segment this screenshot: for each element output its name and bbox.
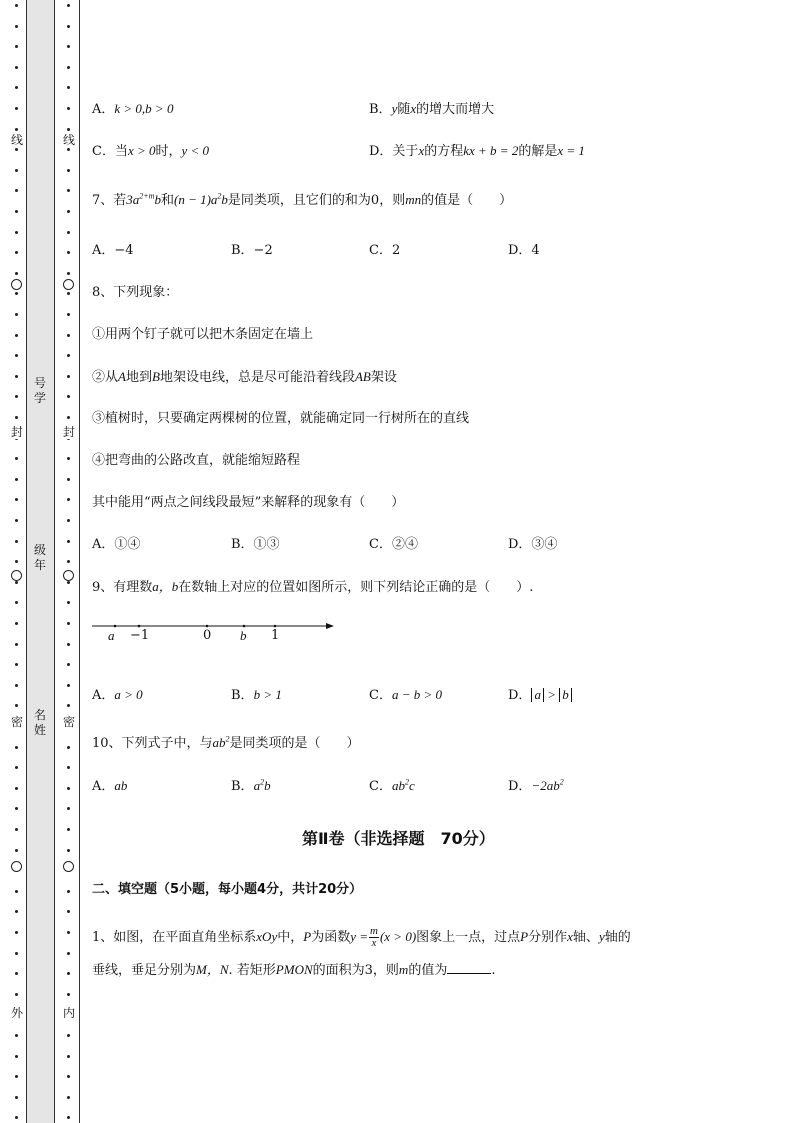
cut-line-dot xyxy=(15,746,18,749)
cut-line-dot xyxy=(67,1116,70,1119)
option-text: 的解是 xyxy=(518,144,558,159)
margin-circle-mark xyxy=(63,570,74,581)
cut-line-dot xyxy=(67,1055,70,1058)
cut-line-dot xyxy=(67,807,70,810)
cut-line-dot xyxy=(15,169,18,172)
cut-line-dot xyxy=(15,540,18,543)
math-var: a，b xyxy=(152,579,179,594)
q6-option-d xyxy=(369,143,585,160)
math-var: x xyxy=(410,101,417,116)
math-abs-b: b xyxy=(559,688,572,702)
question-text: 垂线，垂足分别为 xyxy=(92,963,197,978)
question-text: 轴、 xyxy=(572,930,599,945)
q10-option-d xyxy=(508,778,564,795)
question-text: 和 xyxy=(160,193,174,208)
cut-line-dot xyxy=(15,807,18,810)
option-label: B． xyxy=(231,779,254,794)
cut-line-dot xyxy=(15,107,18,110)
math-expr: ab xyxy=(391,778,405,793)
q6-option-a xyxy=(92,101,173,118)
math-fraction xyxy=(369,926,379,949)
cut-line-dot xyxy=(15,375,18,378)
cut-line-dot xyxy=(15,498,18,501)
cut-line-dot xyxy=(67,663,70,666)
cut-line-dot xyxy=(67,766,70,769)
cut-line-dot xyxy=(15,1055,18,1058)
cut-line-dot xyxy=(15,766,18,769)
math-expr: ab xyxy=(114,778,128,793)
q9-option-a xyxy=(92,687,143,704)
cut-line-dot xyxy=(67,498,70,501)
math-expr: kx + b = 2 xyxy=(463,143,519,158)
cut-line-dot xyxy=(67,1096,70,1099)
field-label-char: 年 xyxy=(33,558,46,572)
cut-line-dot xyxy=(15,292,18,295)
cut-line-dot xyxy=(15,684,18,687)
q8-question: 其中能用“两点之间线段最短”来解释的现象有（ ） xyxy=(92,495,405,510)
cut-line-dot xyxy=(15,231,18,234)
option-label: D． xyxy=(508,779,532,794)
q8-option-d: D．③④ xyxy=(508,537,558,552)
option-text: 的方程 xyxy=(424,144,464,159)
field-label-char: 姓 xyxy=(33,723,46,737)
cut-line-dot xyxy=(67,148,70,151)
cut-line-dot xyxy=(15,890,18,893)
question-text: 的面积为3，则 xyxy=(312,963,399,978)
cut-line-dot xyxy=(67,684,70,687)
cut-line-dot xyxy=(15,4,18,7)
question-text: 图象上一点，过点 xyxy=(416,930,521,945)
cut-line-dot xyxy=(67,416,70,419)
fill1-line-1 xyxy=(92,926,631,949)
cut-line-dot xyxy=(67,622,70,625)
field-label-char: 名 xyxy=(33,708,46,722)
math-superscript: 2 xyxy=(217,191,222,201)
cut-line-dot xyxy=(15,148,18,151)
cut-line-dot xyxy=(67,86,70,89)
cut-line-dot xyxy=(67,169,70,172)
q9-option-c xyxy=(369,687,442,704)
math-var: b xyxy=(154,192,161,207)
q8-item-3: ③植树时，只要确定两棵树的位置，就能确定同一行树所在的直线 xyxy=(92,411,470,426)
cut-line-dot xyxy=(67,601,70,604)
number-line-point-b xyxy=(243,625,246,628)
math-expr: b > 1 xyxy=(253,687,282,702)
cut-line-dot xyxy=(15,519,18,522)
math-var: A xyxy=(118,369,126,384)
margin-char-outside: 外 xyxy=(10,1006,23,1020)
cut-line-dot xyxy=(15,849,18,852)
question-text: . 若矩形 xyxy=(228,963,276,978)
cut-line-dot xyxy=(67,189,70,192)
cut-line-dot xyxy=(67,952,70,955)
q8-item-2 xyxy=(92,369,397,386)
option-label: D． xyxy=(508,688,532,703)
math-var: P xyxy=(520,929,529,944)
fill-in-part-title: 二、填空题（5小题，每小题4分，共计20分） xyxy=(92,882,363,897)
question-text: 的值为 xyxy=(408,963,448,978)
number-line-tick-minus1 xyxy=(138,625,141,628)
math-var: xOy xyxy=(256,929,278,944)
math-var: B xyxy=(151,369,160,384)
cut-line-dot xyxy=(15,1096,18,1099)
cut-line-dot xyxy=(67,292,70,295)
cut-line-dot xyxy=(67,540,70,543)
question-text: 中， xyxy=(277,930,304,945)
cut-line-dot xyxy=(67,210,70,213)
margin-char-seal-inner: 封 xyxy=(62,425,75,439)
math-expr: y < 0 xyxy=(181,143,210,158)
margin-rule-line xyxy=(79,0,80,1123)
answer-blank[interactable] xyxy=(447,961,491,974)
cut-line-dot xyxy=(67,457,70,460)
q6-option-c xyxy=(92,143,209,160)
field-label-char: 号 xyxy=(33,376,46,390)
cut-line-dot xyxy=(67,910,70,913)
math-expr: y = xyxy=(350,929,368,944)
q8-option-a: A．①④ xyxy=(92,537,141,552)
cut-line-dot xyxy=(67,334,70,337)
name-label xyxy=(33,708,47,738)
option-label: B． xyxy=(231,688,254,703)
q7-option-c: C．2 xyxy=(369,243,401,258)
cut-line-dot xyxy=(15,86,18,89)
cut-line-dot xyxy=(15,931,18,934)
margin-circle-mark xyxy=(63,861,74,872)
grade-label xyxy=(33,543,47,573)
cut-line-dot xyxy=(15,622,18,625)
question-text: 7、若 xyxy=(92,193,127,208)
option-label: C． xyxy=(369,688,392,703)
cut-line-dot xyxy=(15,663,18,666)
cut-line-dot xyxy=(67,395,70,398)
cut-line-dot xyxy=(15,313,18,316)
cut-line-dot xyxy=(15,952,18,955)
margin-char-seal-outer: 封 xyxy=(10,425,23,439)
q7-stem xyxy=(92,192,512,209)
cut-line-dot xyxy=(67,828,70,831)
margin-char-secret-inner: 密 xyxy=(62,715,75,729)
item-text: 地架设电线，总是尽可能沿着线段 xyxy=(159,370,355,385)
cut-line-dot xyxy=(67,375,70,378)
cut-line-dot xyxy=(15,395,18,398)
math-var: P xyxy=(303,929,312,944)
math-var: y xyxy=(391,101,398,116)
math-var: PMON xyxy=(275,962,313,977)
option-text: 的增大而增大 xyxy=(416,102,495,117)
question-text: . xyxy=(491,963,496,978)
cut-line-dot xyxy=(15,1034,18,1037)
inner-dotted-cut-line xyxy=(62,0,76,1123)
math-superscript: 2 xyxy=(559,777,564,787)
math-var: m xyxy=(398,962,409,977)
q8-option-b: B．①③ xyxy=(231,537,280,552)
math-expr: x > 0 xyxy=(127,143,156,158)
option-label: B． xyxy=(369,102,392,117)
math-var: x xyxy=(567,929,573,944)
math-abs-a: a xyxy=(531,688,544,702)
q10-option-c xyxy=(369,778,415,795)
q7-option-a: A．−4 xyxy=(92,243,134,258)
cut-line-dot xyxy=(67,45,70,48)
cut-line-dot xyxy=(15,66,18,69)
item-text: ②从 xyxy=(92,370,119,385)
cut-line-dot xyxy=(67,643,70,646)
cut-line-dot xyxy=(67,931,70,934)
math-expr: 3a xyxy=(126,192,140,207)
option-text: 随 xyxy=(397,102,411,117)
cut-line-dot xyxy=(15,704,18,707)
number-line-figure xyxy=(92,618,337,638)
option-label: A． xyxy=(92,102,115,117)
cut-line-dot xyxy=(67,849,70,852)
q8-item-4: ④把弯曲的公路改直，就能缩短路程 xyxy=(92,453,301,468)
cut-line-dot xyxy=(15,581,18,584)
cut-line-dot xyxy=(67,746,70,749)
math-expr: ab xyxy=(212,735,226,750)
q10-stem xyxy=(92,735,360,752)
q6-option-b xyxy=(369,101,494,118)
math-superscript: 2 xyxy=(404,777,409,787)
math-var: c xyxy=(408,778,415,793)
cut-line-dot xyxy=(15,787,18,790)
math-expr: a − b > 0 xyxy=(391,687,442,702)
option-label: A． xyxy=(92,779,115,794)
cut-line-dot xyxy=(67,354,70,357)
cut-line-dot xyxy=(67,704,70,707)
cut-line-dot xyxy=(15,828,18,831)
outer-dotted-cut-line xyxy=(10,0,24,1123)
option-label: C． xyxy=(369,779,392,794)
field-label-char: 级 xyxy=(33,543,46,557)
cut-line-dot xyxy=(67,1034,70,1037)
math-expr: x = 1 xyxy=(557,143,585,158)
number-line-label-a: a xyxy=(108,628,115,643)
number-line-tick-1 xyxy=(274,625,277,628)
margin-char-inside: 内 xyxy=(62,1006,75,1020)
cut-line-dot xyxy=(15,601,18,604)
item-text: 地到 xyxy=(125,370,152,385)
math-superscript: 2+m xyxy=(139,191,155,201)
math-superscript: 2 xyxy=(225,734,230,744)
math-var: AB xyxy=(354,369,371,384)
cut-line-dot xyxy=(67,107,70,110)
question-text: 分别作 xyxy=(528,930,568,945)
q9-stem xyxy=(92,579,533,596)
q10-option-a xyxy=(92,778,127,795)
q8-option-c: C．②④ xyxy=(369,537,418,552)
section-2-title: 第Ⅱ卷（非选择题 70分） xyxy=(302,829,495,848)
fill1-line-2 xyxy=(92,961,495,979)
question-text: 9、有理数 xyxy=(92,580,153,595)
student-number-label xyxy=(33,376,47,406)
cut-line-dot xyxy=(67,251,70,254)
cut-line-dot xyxy=(67,478,70,481)
q8-item-1: ①用两个钉子就可以把木条固定在墙上 xyxy=(92,327,314,342)
cut-line-dot xyxy=(67,25,70,28)
cut-line-dot xyxy=(67,993,70,996)
margin-char-line-inner: 线 xyxy=(62,133,75,147)
cut-line-dot xyxy=(67,581,70,584)
math-expr: −2ab xyxy=(531,778,560,793)
math-superscript: 2 xyxy=(260,777,265,787)
cut-line-dot xyxy=(67,560,70,563)
q9-option-d xyxy=(508,687,572,704)
q9-option-b xyxy=(231,687,282,704)
question-text: 轴的 xyxy=(604,930,631,945)
question-text: 是同类项的是（ ） xyxy=(229,736,360,751)
cut-line-dot xyxy=(15,334,18,337)
cut-line-dot xyxy=(67,128,70,131)
cut-line-dot xyxy=(15,993,18,996)
math-var: b xyxy=(264,778,271,793)
math-expr: k > 0,b > 0 xyxy=(114,101,174,116)
cut-line-dot xyxy=(67,4,70,7)
cut-line-dot xyxy=(67,519,70,522)
field-label-char: 学 xyxy=(33,391,46,405)
cut-line-dot xyxy=(67,1075,70,1078)
cut-line-dot xyxy=(15,25,18,28)
cut-line-dot xyxy=(15,457,18,460)
option-label: A． xyxy=(92,688,115,703)
margin-char-line-outer: 线 xyxy=(10,133,23,147)
cut-line-dot xyxy=(15,416,18,419)
math-operator: > xyxy=(543,687,560,702)
margin-char-secret-outer: 密 xyxy=(10,715,23,729)
number-line-label-b: b xyxy=(240,628,247,643)
number-line-arrow-icon xyxy=(326,623,334,629)
cut-line-dot xyxy=(15,45,18,48)
question-text: 是同类项，且它们的和为0，则 xyxy=(227,193,406,208)
q7-option-b: B．−2 xyxy=(231,243,273,258)
math-var: a xyxy=(253,778,261,793)
cut-line-dot xyxy=(67,272,70,275)
question-text: 在数轴上对应的位置如图所示，则下列结论正确的是（ ）. xyxy=(178,580,534,595)
number-line-label-0: 0 xyxy=(203,628,212,643)
option-label: C．当 xyxy=(92,144,128,159)
cut-line-dot xyxy=(15,251,18,254)
cut-line-dot xyxy=(15,643,18,646)
math-var: M，N xyxy=(196,962,229,977)
cut-line-dot xyxy=(15,1075,18,1078)
cut-line-dot xyxy=(67,972,70,975)
cut-line-dot xyxy=(15,972,18,975)
cut-line-dot xyxy=(15,560,18,563)
q8-stem: 8、下列现象： xyxy=(92,285,179,300)
cut-line-dot xyxy=(15,354,18,357)
cut-line-dot xyxy=(67,231,70,234)
math-expr: (n − 1)a xyxy=(173,192,218,207)
option-label: D．关于 xyxy=(369,144,419,159)
cut-line-dot xyxy=(67,890,70,893)
cut-line-dot xyxy=(67,66,70,69)
margin-circle-mark xyxy=(11,279,22,290)
margin-circle-mark xyxy=(63,279,74,290)
number-line-label-1: 1 xyxy=(271,628,280,643)
cut-line-dot xyxy=(15,128,18,131)
cut-line-dot xyxy=(15,189,18,192)
margin-circle-mark xyxy=(11,861,22,872)
math-var: y xyxy=(598,929,605,944)
q7-option-d: D．4 xyxy=(508,243,540,258)
fraction-denominator: x xyxy=(371,937,377,949)
math-expr: a > 0 xyxy=(114,687,143,702)
cut-line-dot xyxy=(15,1116,18,1119)
question-text: 为函数 xyxy=(311,930,351,945)
q10-option-b xyxy=(231,778,271,795)
question-text: 1、如图，在平面直角坐标系 xyxy=(92,930,257,945)
cut-line-dot xyxy=(67,313,70,316)
cut-line-dot xyxy=(15,272,18,275)
cut-line-dot xyxy=(15,910,18,913)
math-var: b xyxy=(221,192,228,207)
margin-circle-mark xyxy=(11,570,22,581)
math-var: mn xyxy=(405,192,422,207)
option-text: 时， xyxy=(155,144,182,159)
number-line-point-a xyxy=(114,625,117,628)
number-line-label-minus1: −1 xyxy=(130,628,150,643)
fraction-numerator: m xyxy=(370,925,378,937)
math-expr: (x > 0) xyxy=(379,929,417,944)
cut-line-dot xyxy=(67,787,70,790)
number-line-tick-0 xyxy=(206,625,209,628)
math-var: x xyxy=(418,143,425,158)
cut-line-dot xyxy=(15,478,18,481)
question-text: 10、下列式子中，与 xyxy=(92,736,213,751)
item-text: 架设 xyxy=(370,370,397,385)
cut-line-dot xyxy=(15,210,18,213)
question-text: 的值是（ ） xyxy=(421,193,513,208)
